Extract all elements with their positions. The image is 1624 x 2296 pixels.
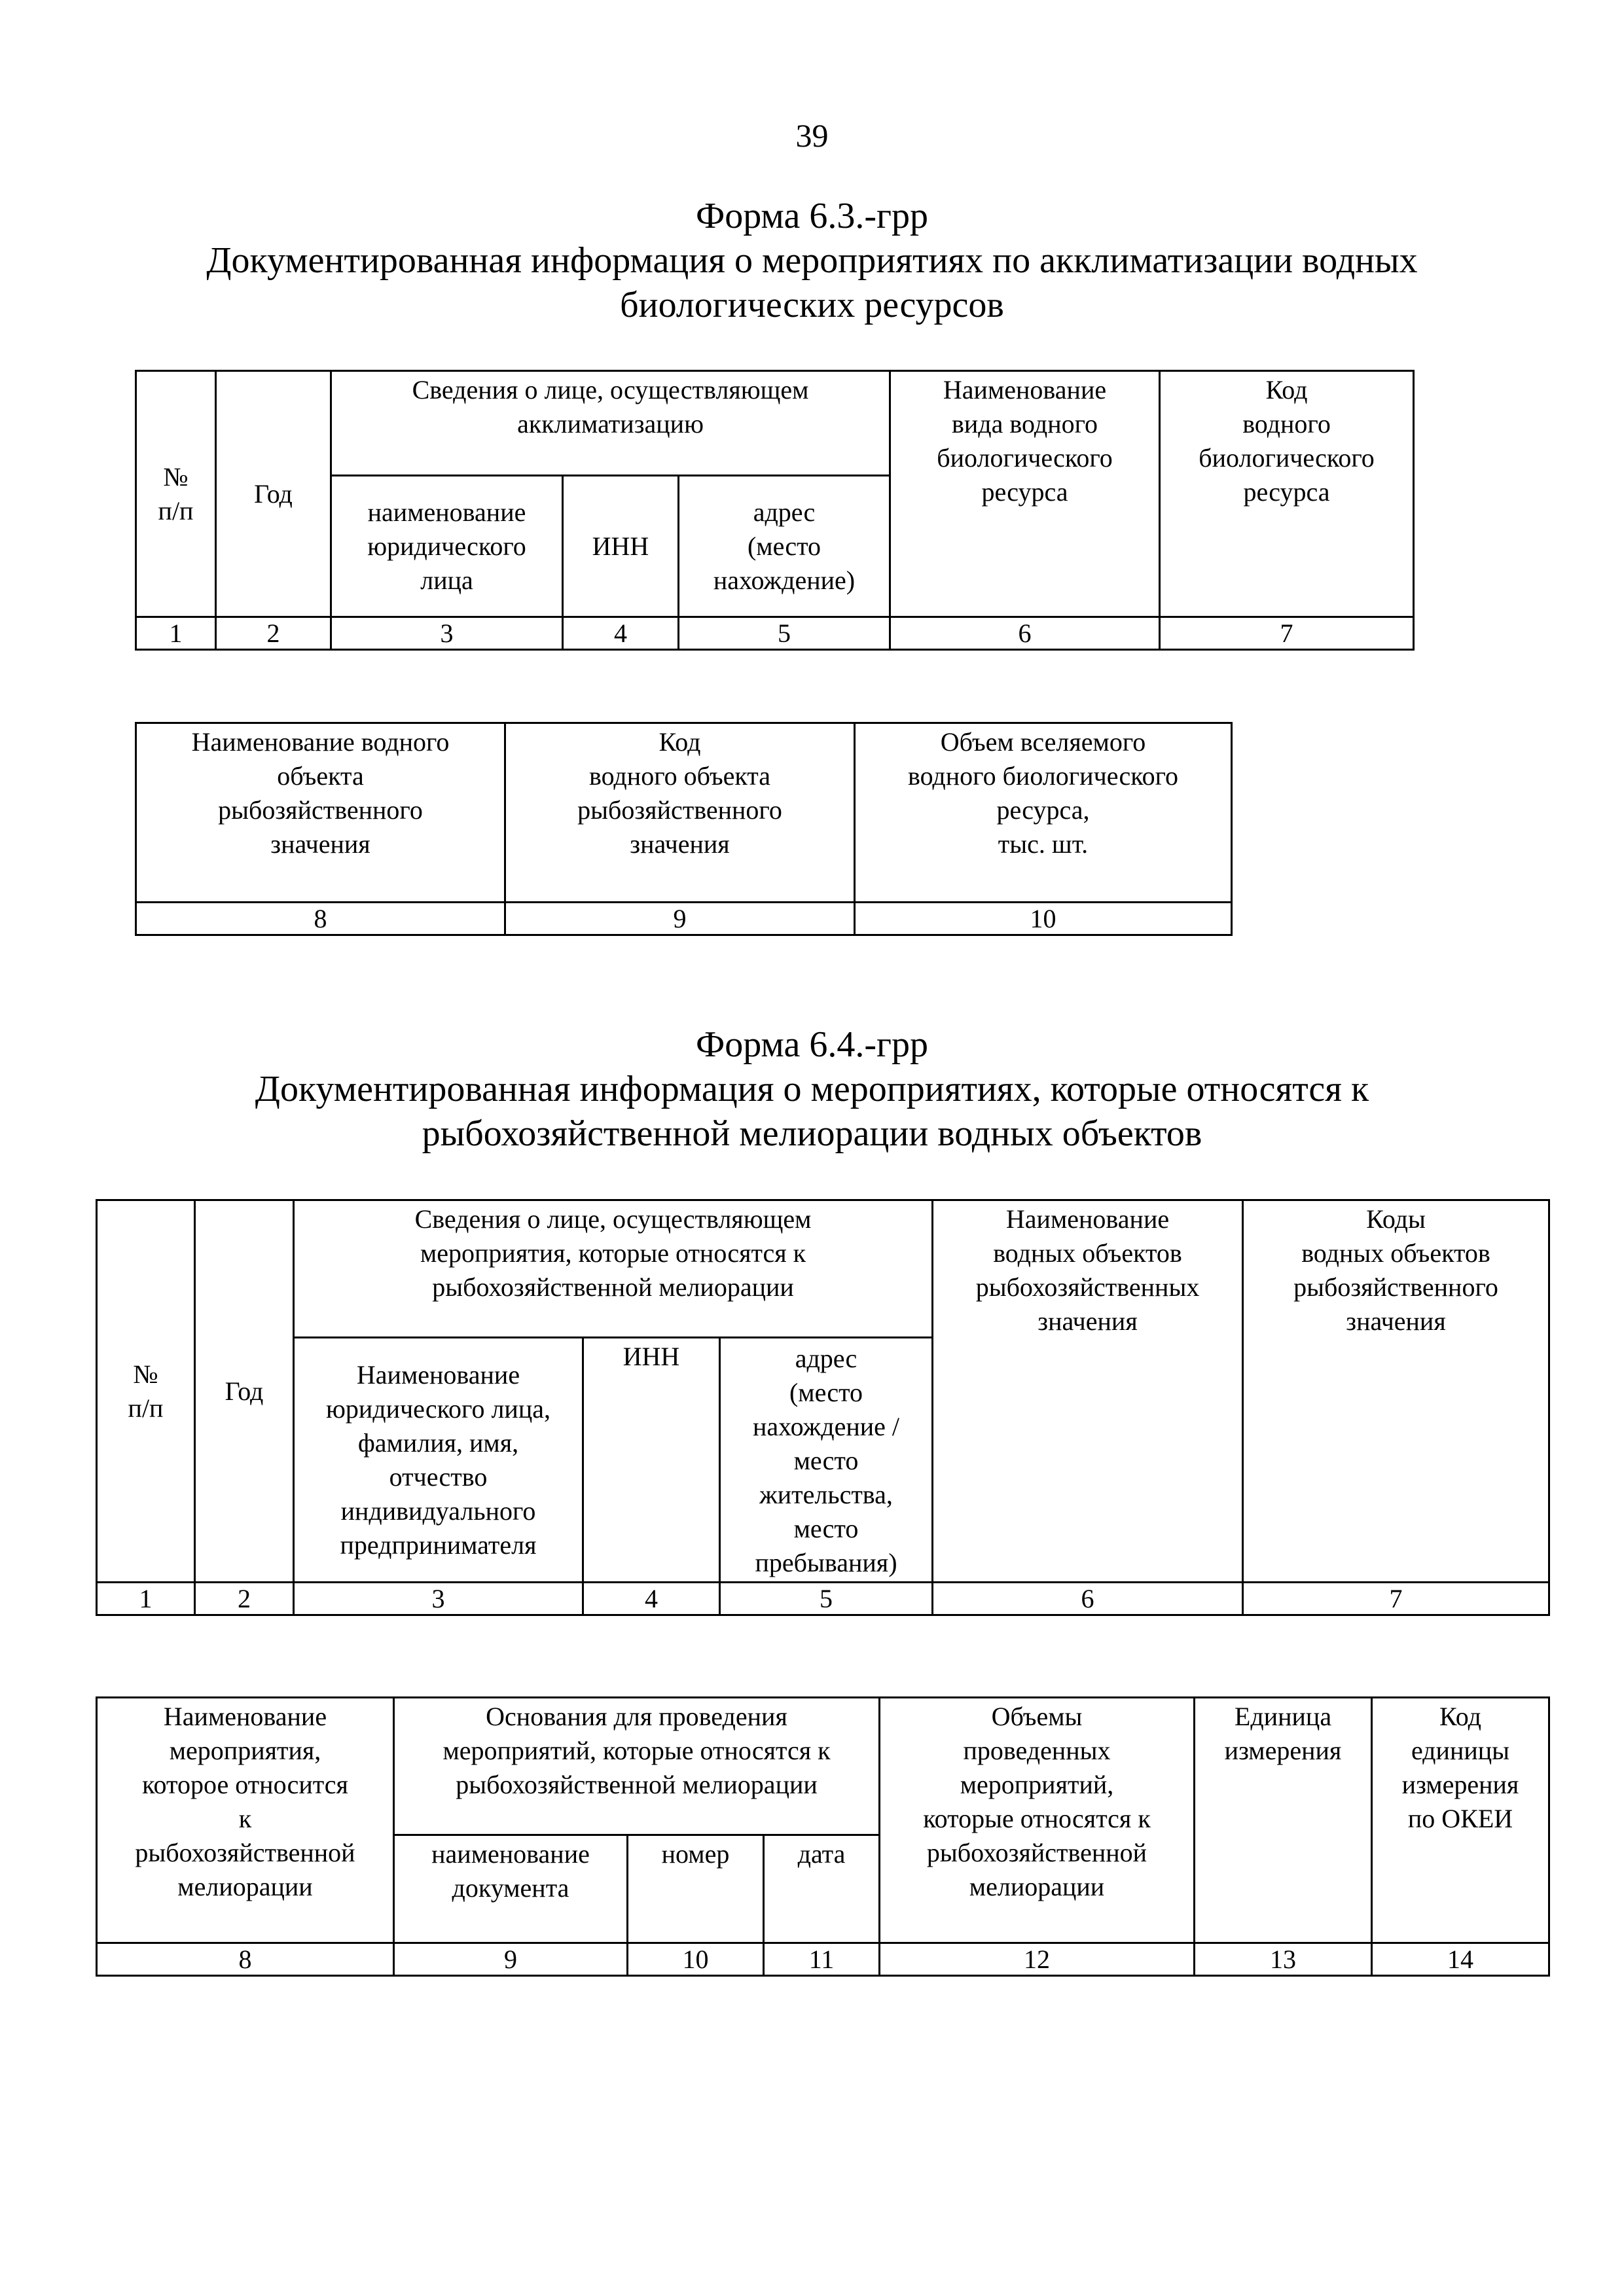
header-doc-name: наименование документа	[394, 1835, 628, 1943]
header-address: адрес (место нахождение)	[679, 476, 890, 617]
form-6-3-table-b	[135, 722, 1233, 936]
col-number: 9	[394, 1943, 628, 1976]
form-6-3-title	[0, 194, 1624, 327]
col-number: 7	[1243, 1583, 1549, 1615]
header-water-object-name: Наименование водного объекта рыбозяйственного значения	[136, 723, 505, 903]
header-volumes: Объемы проведенных мероприятий, которые относятся к рыбохозяйственной мелиорации	[880, 1698, 1195, 1943]
header-person-info: Сведения о лице, осуществляющем акклиматизацию	[331, 371, 890, 476]
col-number: 13	[1195, 1943, 1372, 1976]
col-number: 10	[628, 1943, 764, 1976]
form-6-4-table-d	[96, 1696, 1550, 1977]
col-number: 6	[890, 617, 1160, 650]
header-no: № п/п	[136, 371, 216, 617]
header-address: адрес (место нахождение / место жительства, место пребывания)	[720, 1338, 933, 1583]
page-number: 39	[795, 117, 829, 154]
form-6-3-heading-line2: биологических ресурсов	[620, 285, 1004, 325]
header-water-object-code: Код водного объекта рыбозяйственного значения	[505, 723, 855, 903]
form-6-3-table-a	[135, 370, 1415, 651]
form-6-3-code: Форма 6.3.-грр	[696, 196, 928, 236]
header-resource-name: Наименование вида водного биологического ресурса	[890, 371, 1160, 617]
col-number: 5	[679, 617, 890, 650]
header-doc-date: дата	[764, 1835, 880, 1943]
header-inn: ИНН	[583, 1338, 720, 1583]
col-number: 1	[97, 1583, 195, 1615]
col-number: 6	[933, 1583, 1243, 1615]
form-6-4-heading-line1: Документированная информация о мероприятиях, которые относятся к	[255, 1069, 1369, 1109]
col-number: 8	[136, 903, 505, 935]
form-6-4-heading-line2: рыбохозяйственной мелиорации водных объектов	[422, 1113, 1202, 1154]
col-number: 14	[1372, 1943, 1549, 1976]
col-number: 4	[563, 617, 679, 650]
col-number: 12	[880, 1943, 1195, 1976]
header-event-name: Наименование мероприятия, которое относится к рыбохозяйственной мелиорации	[97, 1698, 394, 1943]
form-6-4-title	[0, 1022, 1624, 1156]
header-water-objects-names: Наименование водных объектов рыбохозяйственных значения	[933, 1200, 1243, 1583]
col-number: 9	[505, 903, 855, 935]
col-number: 3	[331, 617, 563, 650]
form-6-3-heading-line1: Документированная информация о мероприятиях по акклиматизации водных	[206, 240, 1418, 281]
header-person-info: Сведения о лице, осуществляющем мероприятия, которые относятся к рыбохозяйственной мелиорации	[294, 1200, 933, 1338]
col-number: 10	[855, 903, 1232, 935]
header-unit-code: Код единицы измерения по ОКЕИ	[1372, 1698, 1549, 1943]
header-no: № п/п	[97, 1200, 195, 1583]
header-legal-name: наименование юридического лица	[331, 476, 563, 617]
header-water-objects-codes: Коды водных объектов рыбозяйственного значения	[1243, 1200, 1549, 1583]
header-resource-code: Код водного биологического ресурса	[1160, 371, 1414, 617]
header-basis: Основания для проведения мероприятий, которые относятся к рыбохозяйственной мелиорации	[394, 1698, 880, 1835]
col-number: 5	[720, 1583, 933, 1615]
col-number: 2	[216, 617, 331, 650]
header-year: Год	[195, 1200, 294, 1583]
header-unit: Единица измерения	[1195, 1698, 1372, 1943]
header-legal-name: Наименование юридического лица, фамилия, имя, отчество индивидуального предпринимателя	[294, 1338, 583, 1583]
col-number: 4	[583, 1583, 720, 1615]
col-number: 3	[294, 1583, 583, 1615]
header-inn: ИНН	[563, 476, 679, 617]
col-number: 11	[764, 1943, 880, 1976]
form-6-4-code: Форма 6.4.-грр	[696, 1024, 928, 1065]
header-volume: Объем вселяемого водного биологического ресурса, тыс. шт.	[855, 723, 1232, 903]
form-6-4-table-c	[96, 1199, 1550, 1616]
col-number: 8	[97, 1943, 394, 1976]
header-year: Год	[216, 371, 331, 617]
col-number: 7	[1160, 617, 1414, 650]
header-doc-number: номер	[628, 1835, 764, 1943]
col-number: 2	[195, 1583, 294, 1615]
col-number: 1	[136, 617, 216, 650]
